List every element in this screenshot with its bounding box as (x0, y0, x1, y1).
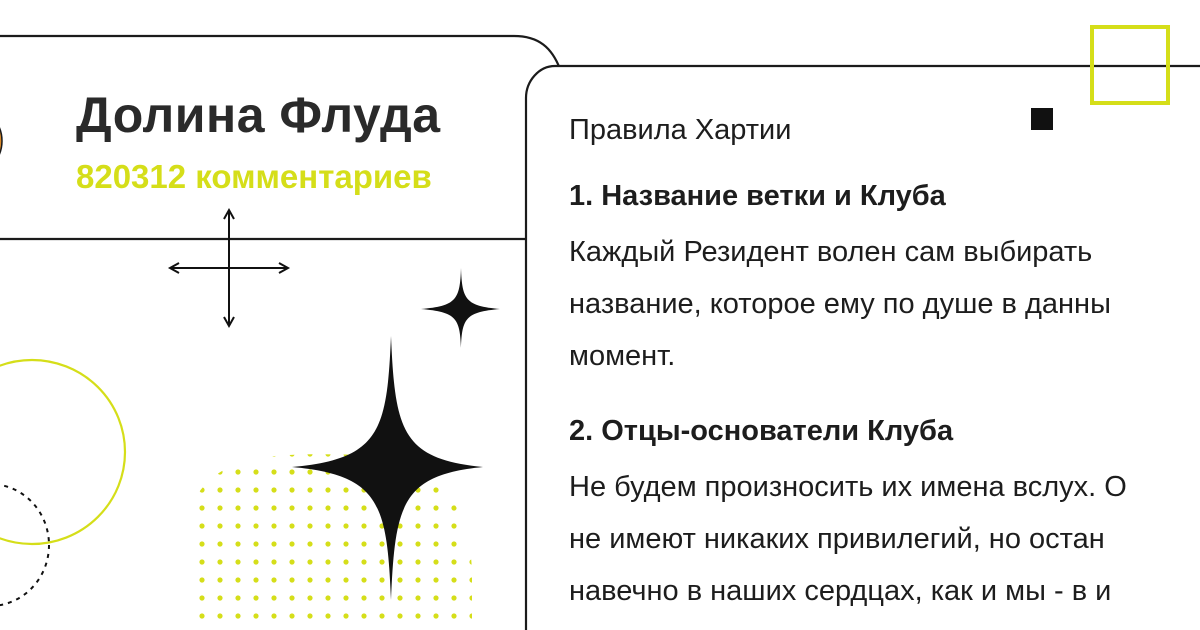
yellow-orbit-ring (0, 360, 125, 544)
rule-text-line: момент. (569, 340, 676, 372)
rule-title: 1. Название ветки и Клуба (569, 180, 946, 212)
rule-text (569, 226, 1200, 382)
rule-text-line: не имеют никаких привилегий, но остан (569, 523, 1105, 555)
rule-text (569, 461, 1200, 617)
club-name: Долина Флуда (76, 87, 441, 143)
rule-title: 2. Отцы-основатели Клуба (569, 415, 954, 447)
rule-text-line: Каждый Резидент волен сам выбирать (569, 236, 1093, 268)
rules-panel (569, 108, 1200, 630)
rule-text-line: название, которое ему по душе в данны (569, 288, 1111, 320)
small-sparkle-icon (421, 268, 500, 348)
dashed-orbit-ring (0, 484, 49, 606)
club-emblem-icon (0, 87, 34, 195)
rule-text-line: Не будем произносить их имена вслух. О (569, 471, 1127, 503)
rules-heading: Правила Хартии (569, 114, 792, 146)
rule-item (569, 409, 1200, 617)
comment-count: 820312 комментариев (76, 158, 432, 195)
yellow-dot-pattern (188, 454, 472, 630)
rule-text-line: навечно в наших сердцах, как и мы - в и (569, 575, 1112, 607)
rule-item (569, 174, 1200, 382)
